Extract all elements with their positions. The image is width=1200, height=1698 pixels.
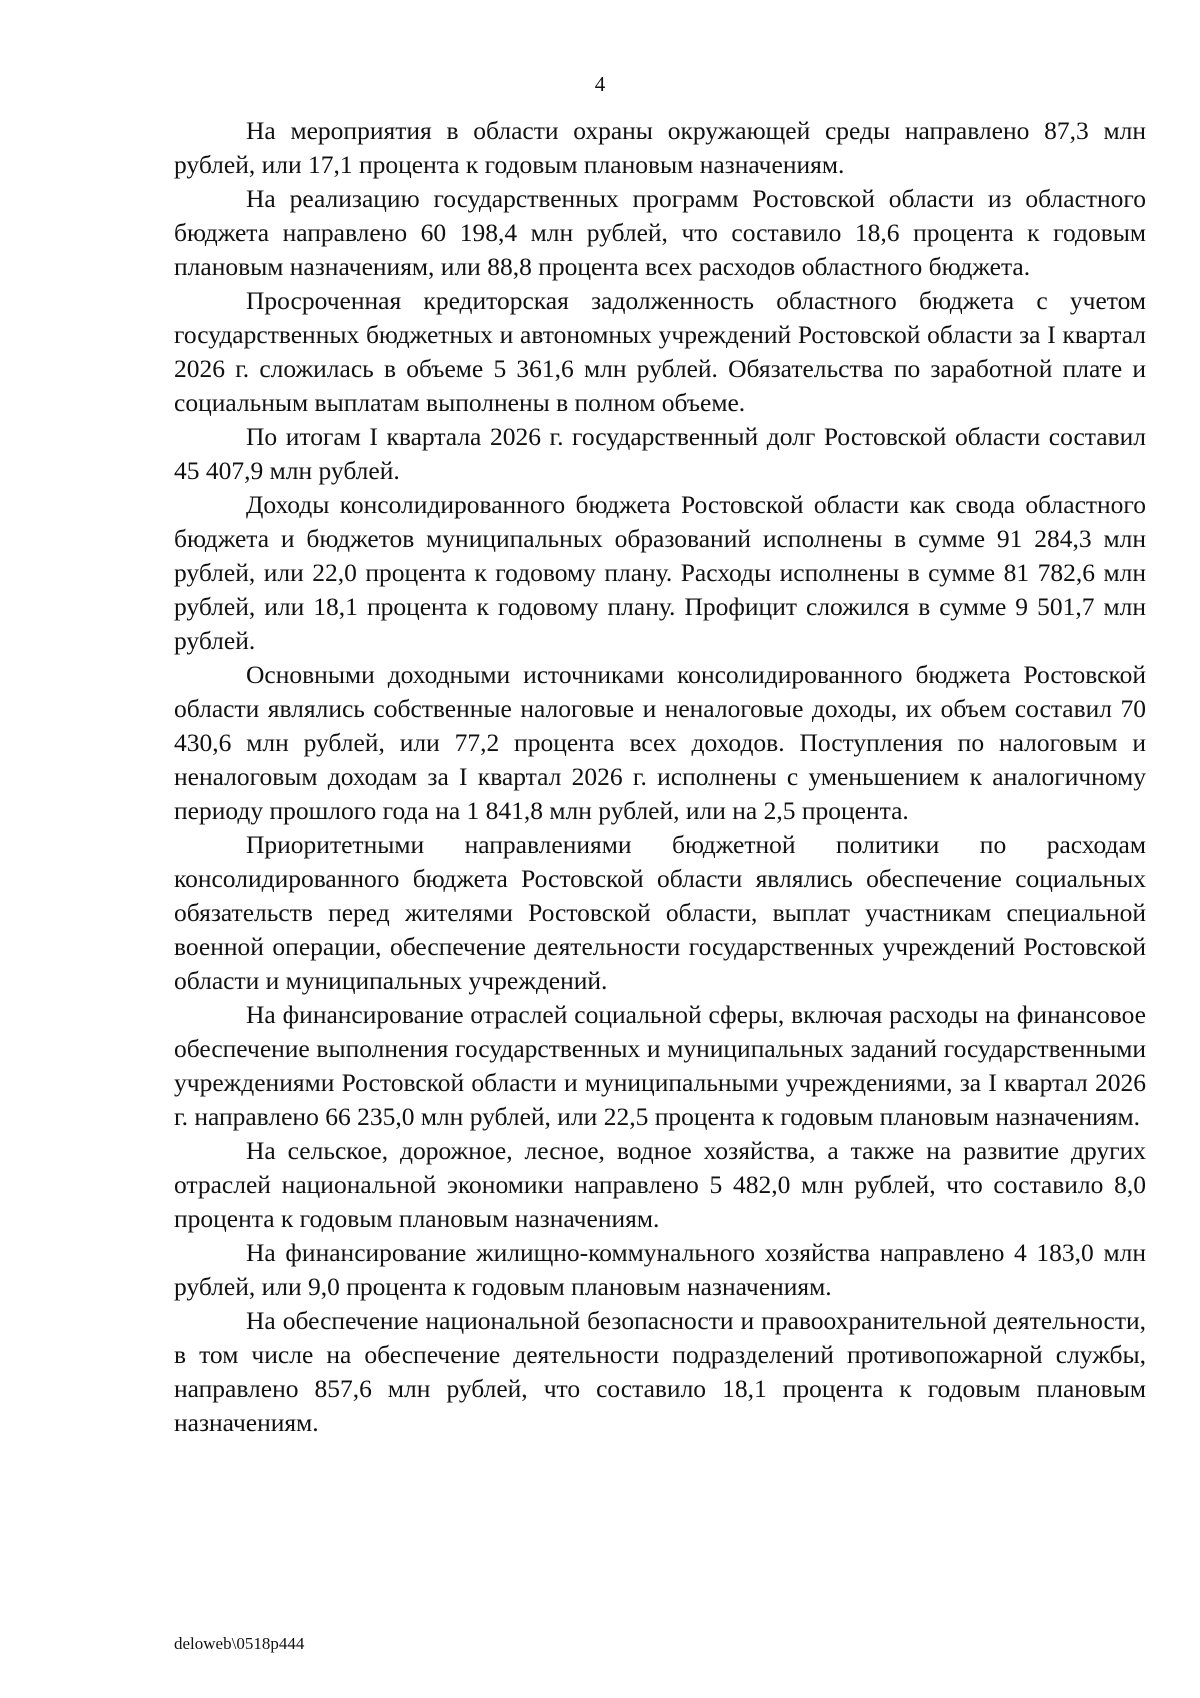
page-number: 4 — [594, 72, 606, 96]
paragraph-social-sphere: На финансирование отраслей социальной сферы, включая расходы на финансовое обеспечение выполнения государственных и муниципальных заданий государственными учреждениями Ростовской области и муниципальными учреждениями, за I квартал 2026 г. направлено 66 235,0 млн рублей, или 22,5 процента к годовым плановым назначениям. — [174, 1000, 1146, 1131]
paragraph-national-economy: На сельское, дорожное, лесное, водное хозяйства, а также на развитие других отраслей национальной экономики направлено 5 482,0 млн рублей, что составило 8,0 процента к годовым плановым назначениям. — [174, 1136, 1146, 1233]
paragraph-revenue-sources: Основными доходными источниками консолидированного бюджета Ростовской области являлись собственные налоговые и неналоговые доходы, их объем составил 70 430,6 млн рублей, или 77,2 процента всех доходов. Поступления по налоговым и неналоговым доходам за I квартал 2026 г. исполнены с уменьшением к аналогичному периоду прошлого года на 1 841,8 млн рублей, или на 2,5 процента. — [174, 660, 1146, 825]
paragraph-overdue-payables: Просроченная кредиторская задолженность областного бюджета с учетом государственных бюджетных и автономных учреждений Ростовской области за I квартал 2026 г. сложилась в объеме 5 361,6 млн рублей. Обязательства по заработной плате и социальным выплатам выполнены в полном объеме. — [174, 286, 1146, 417]
paragraph-priorities: Приоритетными направлениями бюджетной политики по расходам консолидированного бюджета Ростовской области являлись обеспечение социальных обязательств перед жителями Ростовской области, выплат участникам специальной военной операции, обеспечение деятельности государственных учреждений Ростовской области и муниципальных учреждений. — [174, 830, 1146, 995]
paragraph-state-debt: По итогам I квартала 2026 г. государственный долг Ростовской области составил 45 407,9 млн рублей. — [174, 422, 1146, 485]
paragraph-consolidated-budget: Доходы консолидированного бюджета Ростовской области как свода областного бюджета и бюджетов муниципальных образований исполнены в сумме 91 284,3 млн рублей, или 22,0 процента к годовому плану. Расходы исполнены в сумме 81 782,6 млн рублей, или 18,1 процента к годовому плану. Профицит сложился в сумме 9 501,7 млн рублей. — [174, 490, 1146, 655]
paragraph-environment: На мероприятия в области охраны окружающей среды направлено 87,3 млн рублей, или 17,1 процента к годовым плановым назначениям. — [174, 116, 1146, 179]
paragraph-state-programs: На реализацию государственных программ Ростовской области из областного бюджета направлено 60 198,4 млн рублей, что составило 18,6 процента к годовым плановым назначениям, или 88,8 процента всех расходов областного бюджета. — [174, 184, 1146, 281]
paragraph-national-security: На обеспечение национальной безопасности и правоохранительной деятельности, в том числе на обеспечение деятельности подразделений противопожарной службы, направлено 857,6 млн рублей, что составило 18,1 процента к годовым плановым назначениям. — [174, 1306, 1146, 1437]
footer-document-code: deloweb\0518p444 — [174, 1634, 305, 1653]
document-body — [174, 114, 1146, 1440]
paragraph-housing-utilities: На финансирование жилищно-коммунального хозяйства направлено 4 183,0 млн рублей, или 9,0 процента к годовым плановым назначениям. — [174, 1238, 1146, 1301]
